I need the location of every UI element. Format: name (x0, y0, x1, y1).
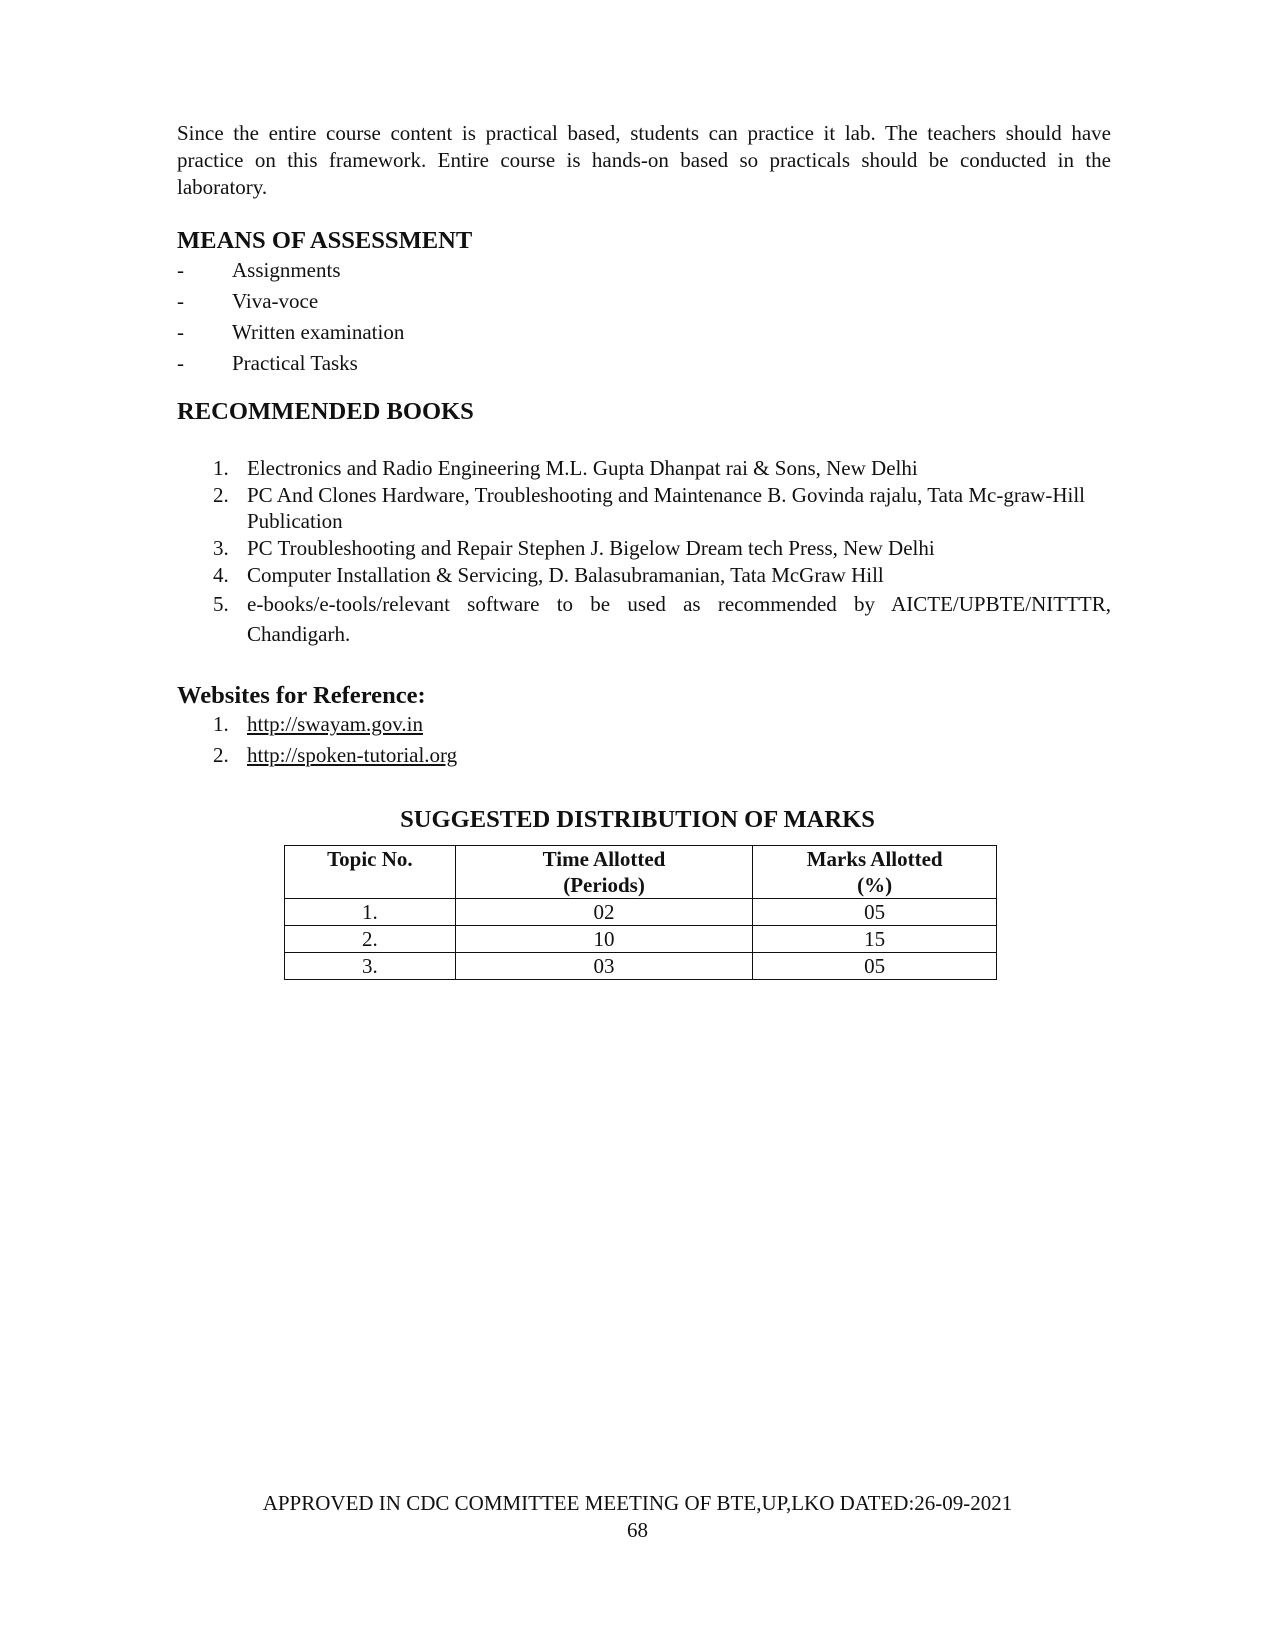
cell-topic: 3. (285, 953, 456, 980)
list-item-text: Assignments (232, 258, 341, 282)
book-number: 4. (213, 563, 229, 587)
book-item (205, 482, 1111, 534)
page-footer (0, 1490, 1275, 1544)
bullet-dash: - (177, 289, 184, 313)
websites-list (205, 709, 457, 771)
header-topic-label: Topic No. (327, 847, 413, 871)
table-row (285, 953, 997, 980)
means-of-assessment-list (177, 255, 404, 379)
cell-time: 02 (455, 899, 753, 926)
book-text: e-books/e-tools/relevant software to be used as recommended by AICTE/UPBTE/NITTTR, Chandigarh. (247, 592, 1111, 646)
recommended-books-heading: RECOMMENDED BOOKS (177, 398, 474, 425)
book-item (205, 589, 1111, 649)
website-link[interactable]: http://spoken-tutorial.org (247, 743, 458, 767)
table-row (285, 899, 997, 926)
list-item (177, 317, 404, 348)
website-item (205, 740, 457, 771)
cell-time: 03 (455, 953, 753, 980)
book-number: 3. (213, 536, 229, 560)
cell-marks: 15 (753, 926, 997, 953)
bullet-dash: - (177, 320, 184, 344)
book-item (205, 535, 1111, 561)
website-number: 2. (213, 743, 229, 767)
book-text: PC Troubleshooting and Repair Stephen J. Bigelow Dream tech Press, New Delhi (247, 536, 935, 560)
header-marks-label: Marks Allotted (806, 847, 943, 871)
book-number: 5. (213, 592, 229, 616)
websites-heading: Websites for Reference: (177, 682, 426, 709)
book-text: Computer Installation & Servicing, D. Balasubramanian, Tata McGraw Hill (247, 563, 884, 587)
recommended-books-list (205, 455, 1111, 650)
book-number: 1. (213, 456, 229, 480)
distribution-title: SUGGESTED DISTRIBUTION OF MARKS (400, 806, 875, 833)
list-item (177, 255, 404, 286)
book-text: Electronics and Radio Engineering M.L. Gupta Dhanpat rai & Sons, New Delhi (247, 456, 918, 480)
website-link[interactable]: http://swayam.gov.in (247, 712, 423, 736)
header-time-unit: (Periods) (563, 873, 645, 897)
website-item (205, 709, 457, 740)
website-number: 1. (213, 712, 229, 736)
bullet-dash: - (177, 351, 184, 375)
header-marks-allotted (753, 846, 997, 899)
book-number: 2. (213, 483, 229, 507)
list-item-text: Practical Tasks (232, 351, 358, 375)
means-of-assessment-heading: MEANS OF ASSESSMENT (177, 227, 473, 254)
list-item (177, 286, 404, 317)
cell-time: 10 (455, 926, 753, 953)
list-item (177, 348, 404, 379)
table-header-row (285, 846, 997, 899)
cell-marks: 05 (753, 899, 997, 926)
book-text: PC And Clones Hardware, Troubleshooting and Maintenance B. Govinda rajalu, Tata Mc-graw-Hill Publication (247, 483, 1085, 533)
table-row (285, 926, 997, 953)
book-item (205, 562, 1111, 588)
header-marks-unit: (%) (857, 873, 893, 897)
cell-topic: 2. (285, 926, 456, 953)
header-time-allotted (455, 846, 753, 899)
cell-topic: 1. (285, 899, 456, 926)
book-item (205, 455, 1111, 481)
cell-marks: 05 (753, 953, 997, 980)
header-time-label: Time Allotted (542, 847, 666, 871)
header-topic-no (285, 846, 456, 899)
bullet-dash: - (177, 258, 184, 282)
list-item-text: Written examination (232, 320, 405, 344)
intro-paragraph: Since the entire course content is practical based, students can practice it lab. The teachers should have practice on this framework. Entire course is hands-on based so practicals should be conducted in the laboratory. (177, 121, 1111, 199)
page-number: 68 (627, 1518, 648, 1542)
marks-distribution-table (284, 845, 997, 980)
approval-line: APPROVED IN CDC COMMITTEE MEETING OF BTE,UP,LKO DATED:26-09-2021 (262, 1491, 1013, 1515)
list-item-text: Viva-voce (232, 289, 319, 313)
